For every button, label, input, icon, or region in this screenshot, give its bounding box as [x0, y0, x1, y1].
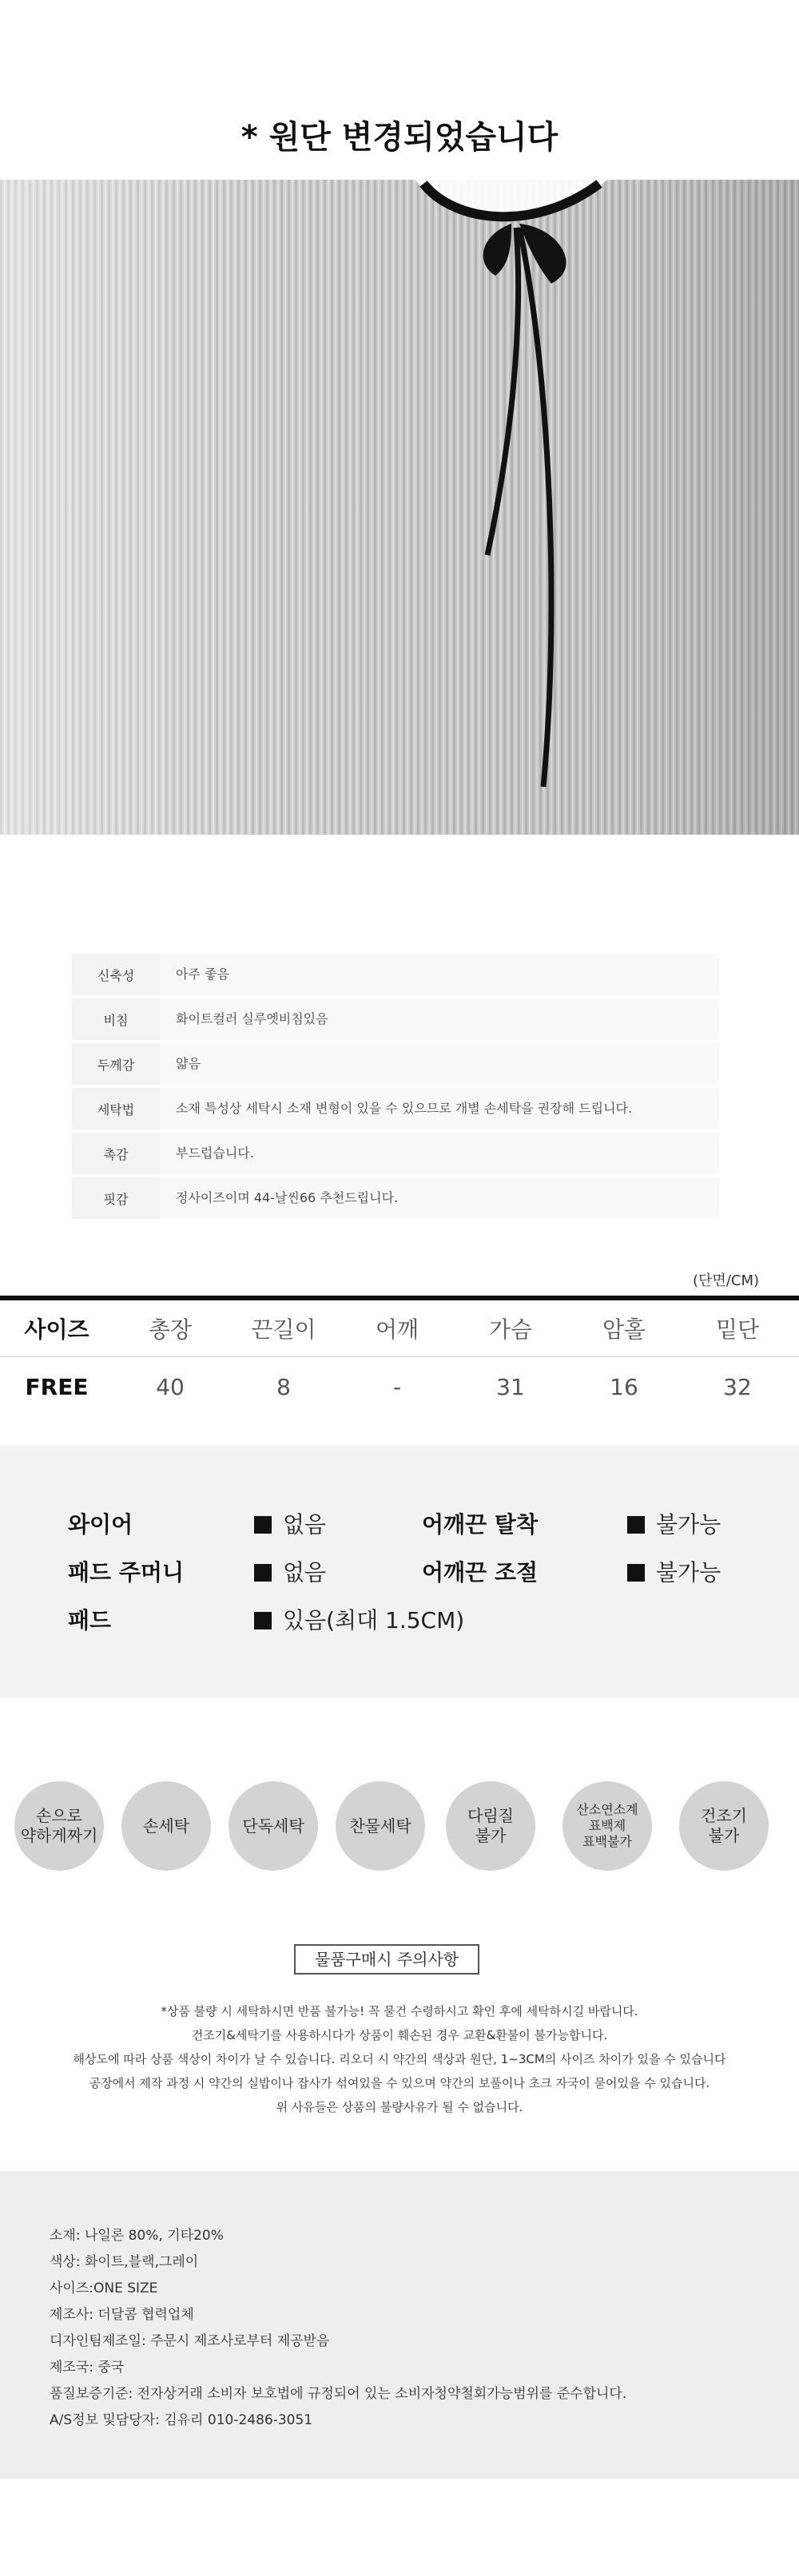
info-line: A/S정보 및담당자: 김유리 010-2486-3051 [50, 2412, 313, 2428]
product-photo [0, 180, 799, 835]
info-line: 제조사: 더달콤 협력업체 [50, 2307, 194, 2323]
size-table-row [0, 1357, 799, 1417]
strap-adjust-value: 불가능 [656, 1559, 721, 1586]
care-icons [0, 1781, 799, 1873]
square-bullet-icon [627, 1564, 645, 1582]
size-header-cell: 사이즈 [24, 1316, 89, 1343]
feature-value: 부드럽습니다. [160, 1133, 719, 1174]
size-cell: 40 [156, 1374, 185, 1400]
feature-value: 소재 특성상 세탁시 소재 변형이 있을 수 있으므로 개별 손세탁을 권장해 드립니다. [160, 1088, 719, 1129]
wire-label: 와이어 [68, 1511, 133, 1538]
notice-line: 위 사유들은 상품의 불량사유가 될 수 없습니다. [276, 2100, 523, 2114]
notice-line: 해상도에 따라 상품 색상이 차이가 날 수 있습니다. 리오더 시 약간의 색상과 원단, 1~3CM의 사이즈 차이가 있을 수 있습니다 [73, 2052, 726, 2066]
strap-detach-option [627, 1507, 721, 1539]
size-header-cell: 어깨 [375, 1316, 419, 1343]
feature-key: 비침 [103, 1012, 129, 1028]
page-title: * 원단 변경되었습니다 [240, 119, 559, 156]
size-cell: FREE [25, 1374, 89, 1400]
size-unit-note: (단면/CM) [693, 1272, 759, 1289]
square-bullet-icon [627, 1516, 645, 1534]
feature-key: 두께감 [97, 1057, 135, 1073]
info-line: 사이즈:ONE SIZE [50, 2280, 158, 2296]
option-panel [0, 1446, 799, 1697]
feature-key: 신축성 [97, 967, 135, 983]
pad-value: 있음(최대 1.5CM) [283, 1607, 465, 1633]
size-header-cell: 암홀 [602, 1316, 646, 1343]
pad-pocket-value: 없음 [283, 1559, 327, 1586]
size-cell: 8 [276, 1374, 291, 1400]
size-header-cell: 가슴 [488, 1316, 533, 1343]
info-line: 소재: 나일론 80%, 기타20% [50, 2228, 224, 2244]
size-cell: 16 [610, 1374, 638, 1400]
pad-pocket-label: 패드 주머니 [68, 1559, 184, 1586]
size-table [0, 1296, 799, 1417]
feature-row [72, 954, 719, 995]
notice-line: 건조기&세탁기를 사용하시다가 상품이 훼손된 경우 교환&환불이 불가능합니다. [191, 2028, 608, 2042]
feature-row [72, 1043, 719, 1085]
size-table-header [0, 1300, 799, 1357]
no-ironing-icon: 다림질 불가 [446, 1781, 535, 1871]
feature-value: 정사이즈이며 44-날씬66 추천드립니다. [160, 1177, 719, 1219]
pad-pocket-option [254, 1555, 326, 1587]
no-bleach-icon: 산소연소계 표백제 표백불가 [562, 1781, 652, 1871]
feature-table [72, 954, 719, 1222]
info-line: 색상: 화이트,블랙,그레이 [50, 2254, 199, 2270]
strap-adjust-label: 어깨끈 조절 [422, 1559, 538, 1586]
square-bullet-icon [254, 1612, 272, 1629]
strap-detach-label: 어깨끈 탈착 [422, 1511, 538, 1538]
wire-value: 없음 [283, 1511, 327, 1538]
feature-key: 핏감 [103, 1191, 129, 1207]
size-header-cell: 끈길이 [251, 1316, 316, 1343]
pad-label: 패드 [68, 1607, 112, 1633]
info-line: 디자인팀제조일: 주문시 제조사로부터 제공받음 [50, 2333, 330, 2349]
size-cell: - [392, 1374, 402, 1400]
info-line: 품질보증기준: 전자상거래 소비자 보호법에 규정되어 있는 소비자청약철회가능범위를 준수합니다. [50, 2386, 627, 2402]
feature-key: 촉감 [103, 1146, 129, 1162]
size-cell: 32 [723, 1374, 752, 1400]
no-dryer-icon: 건조기 불가 [679, 1781, 769, 1871]
hand-wring-gently-icon: 손으로 약하게짜기 [14, 1781, 104, 1871]
feature-key: 세탁법 [97, 1101, 135, 1117]
feature-value: 아주 좋음 [160, 954, 719, 995]
feature-row [72, 1088, 719, 1129]
hand-wash-icon: 손세탁 [121, 1781, 211, 1871]
feature-row [72, 1177, 719, 1219]
notice-line: *상품 불량 시 세탁하시면 반품 불가능! 꼭 물건 수령하시고 확인 후에 세탁하시길 바랍니다. [161, 2004, 638, 2018]
wash-separately-icon: 단독세탁 [229, 1781, 318, 1871]
pad-option [254, 1603, 464, 1635]
size-cell: 31 [496, 1374, 525, 1400]
size-header-cell: 총장 [148, 1316, 193, 1343]
purchase-notice-heading: 물품구매시 주의사항 [294, 1944, 479, 1975]
cold-wash-icon: 찬물세탁 [336, 1781, 425, 1871]
square-bullet-icon [254, 1516, 272, 1534]
feature-value: 화이트컬러 실루엣비침있음 [160, 998, 719, 1040]
notice-line: 공장에서 제작 과정 시 약간의 실밥이나 잡사가 섞여있을 수 있으며 약간의 보풀이나 초크 자국이 묻어있을 수 있습니다. [89, 2076, 710, 2090]
feature-value: 얇음 [160, 1043, 719, 1085]
size-header-cell: 밑단 [715, 1316, 760, 1343]
wire-option [254, 1507, 326, 1539]
feature-row [72, 998, 719, 1040]
strap-adjust-option [627, 1555, 721, 1587]
purchase-notice-text [0, 1999, 799, 2119]
square-bullet-icon [254, 1564, 272, 1582]
strap-detach-value: 불가능 [656, 1511, 721, 1538]
product-info-panel [0, 2171, 799, 2479]
info-line: 제조국: 중국 [50, 2360, 125, 2376]
ribbed-fabric-image [0, 180, 799, 835]
feature-row [72, 1133, 719, 1174]
